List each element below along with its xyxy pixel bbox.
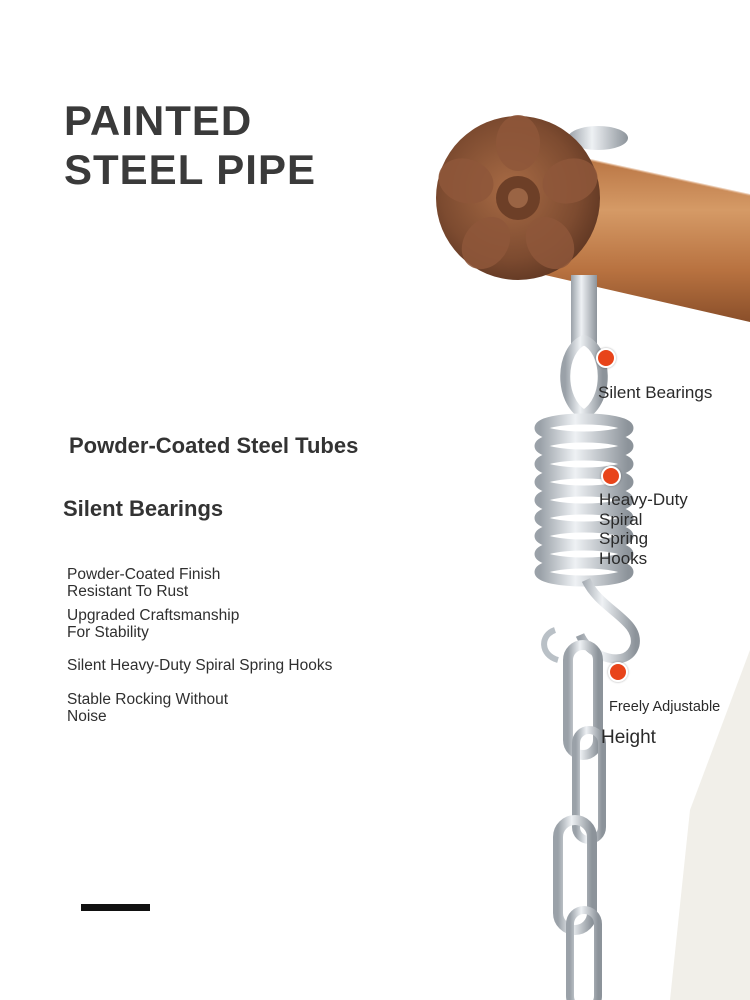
decorative-dash: [81, 904, 150, 911]
bullet-line: Upgraded Craftsmanship: [67, 607, 240, 624]
feature-stability: [67, 607, 367, 641]
feature-heading-bearings: Silent Bearings: [63, 496, 224, 521]
bullet-line: For Stability: [67, 624, 149, 641]
bullet-line: Noise: [67, 708, 107, 725]
bullet-line: Silent Heavy-Duty Spiral Spring Hooks: [67, 657, 333, 674]
bullet-line: Resistant To Rust: [67, 583, 189, 600]
title-line-2: STEEL PIPE: [64, 146, 316, 193]
callout-line: Spiral: [599, 509, 643, 529]
callout-dot-spring: [601, 466, 621, 486]
callout-height: Height: [601, 727, 656, 748]
feature-rust-resistant: [67, 566, 367, 600]
callout-line: Heavy-Duty: [599, 490, 688, 509]
callout-freely-adjustable: Freely Adjustable: [609, 699, 721, 715]
callout-line: Spring: [599, 529, 649, 548]
swing-hardware-illustration: [430, 90, 750, 1000]
feature-spring-hooks: [67, 657, 367, 674]
callout-dot-adjustable: [608, 662, 628, 682]
hanger-rod: [571, 275, 597, 345]
chain: [558, 645, 602, 1000]
callout-silent-bearings: Silent Bearings: [598, 383, 713, 402]
callout-line: Hooks: [599, 548, 648, 568]
feature-heading-tubes: Powder-Coated Steel Tubes: [69, 433, 359, 458]
bullet-line: Powder-Coated Finish: [67, 566, 221, 583]
page-title: [64, 96, 316, 194]
callout-spring-hooks: [599, 490, 688, 568]
hook-tip: [544, 630, 558, 660]
feature-quiet-rocking: [67, 691, 367, 725]
title-line-1: PAINTED: [64, 97, 253, 144]
bullet-line: Stable Rocking Without: [67, 691, 229, 708]
callout-dot-bearings: [596, 348, 616, 368]
